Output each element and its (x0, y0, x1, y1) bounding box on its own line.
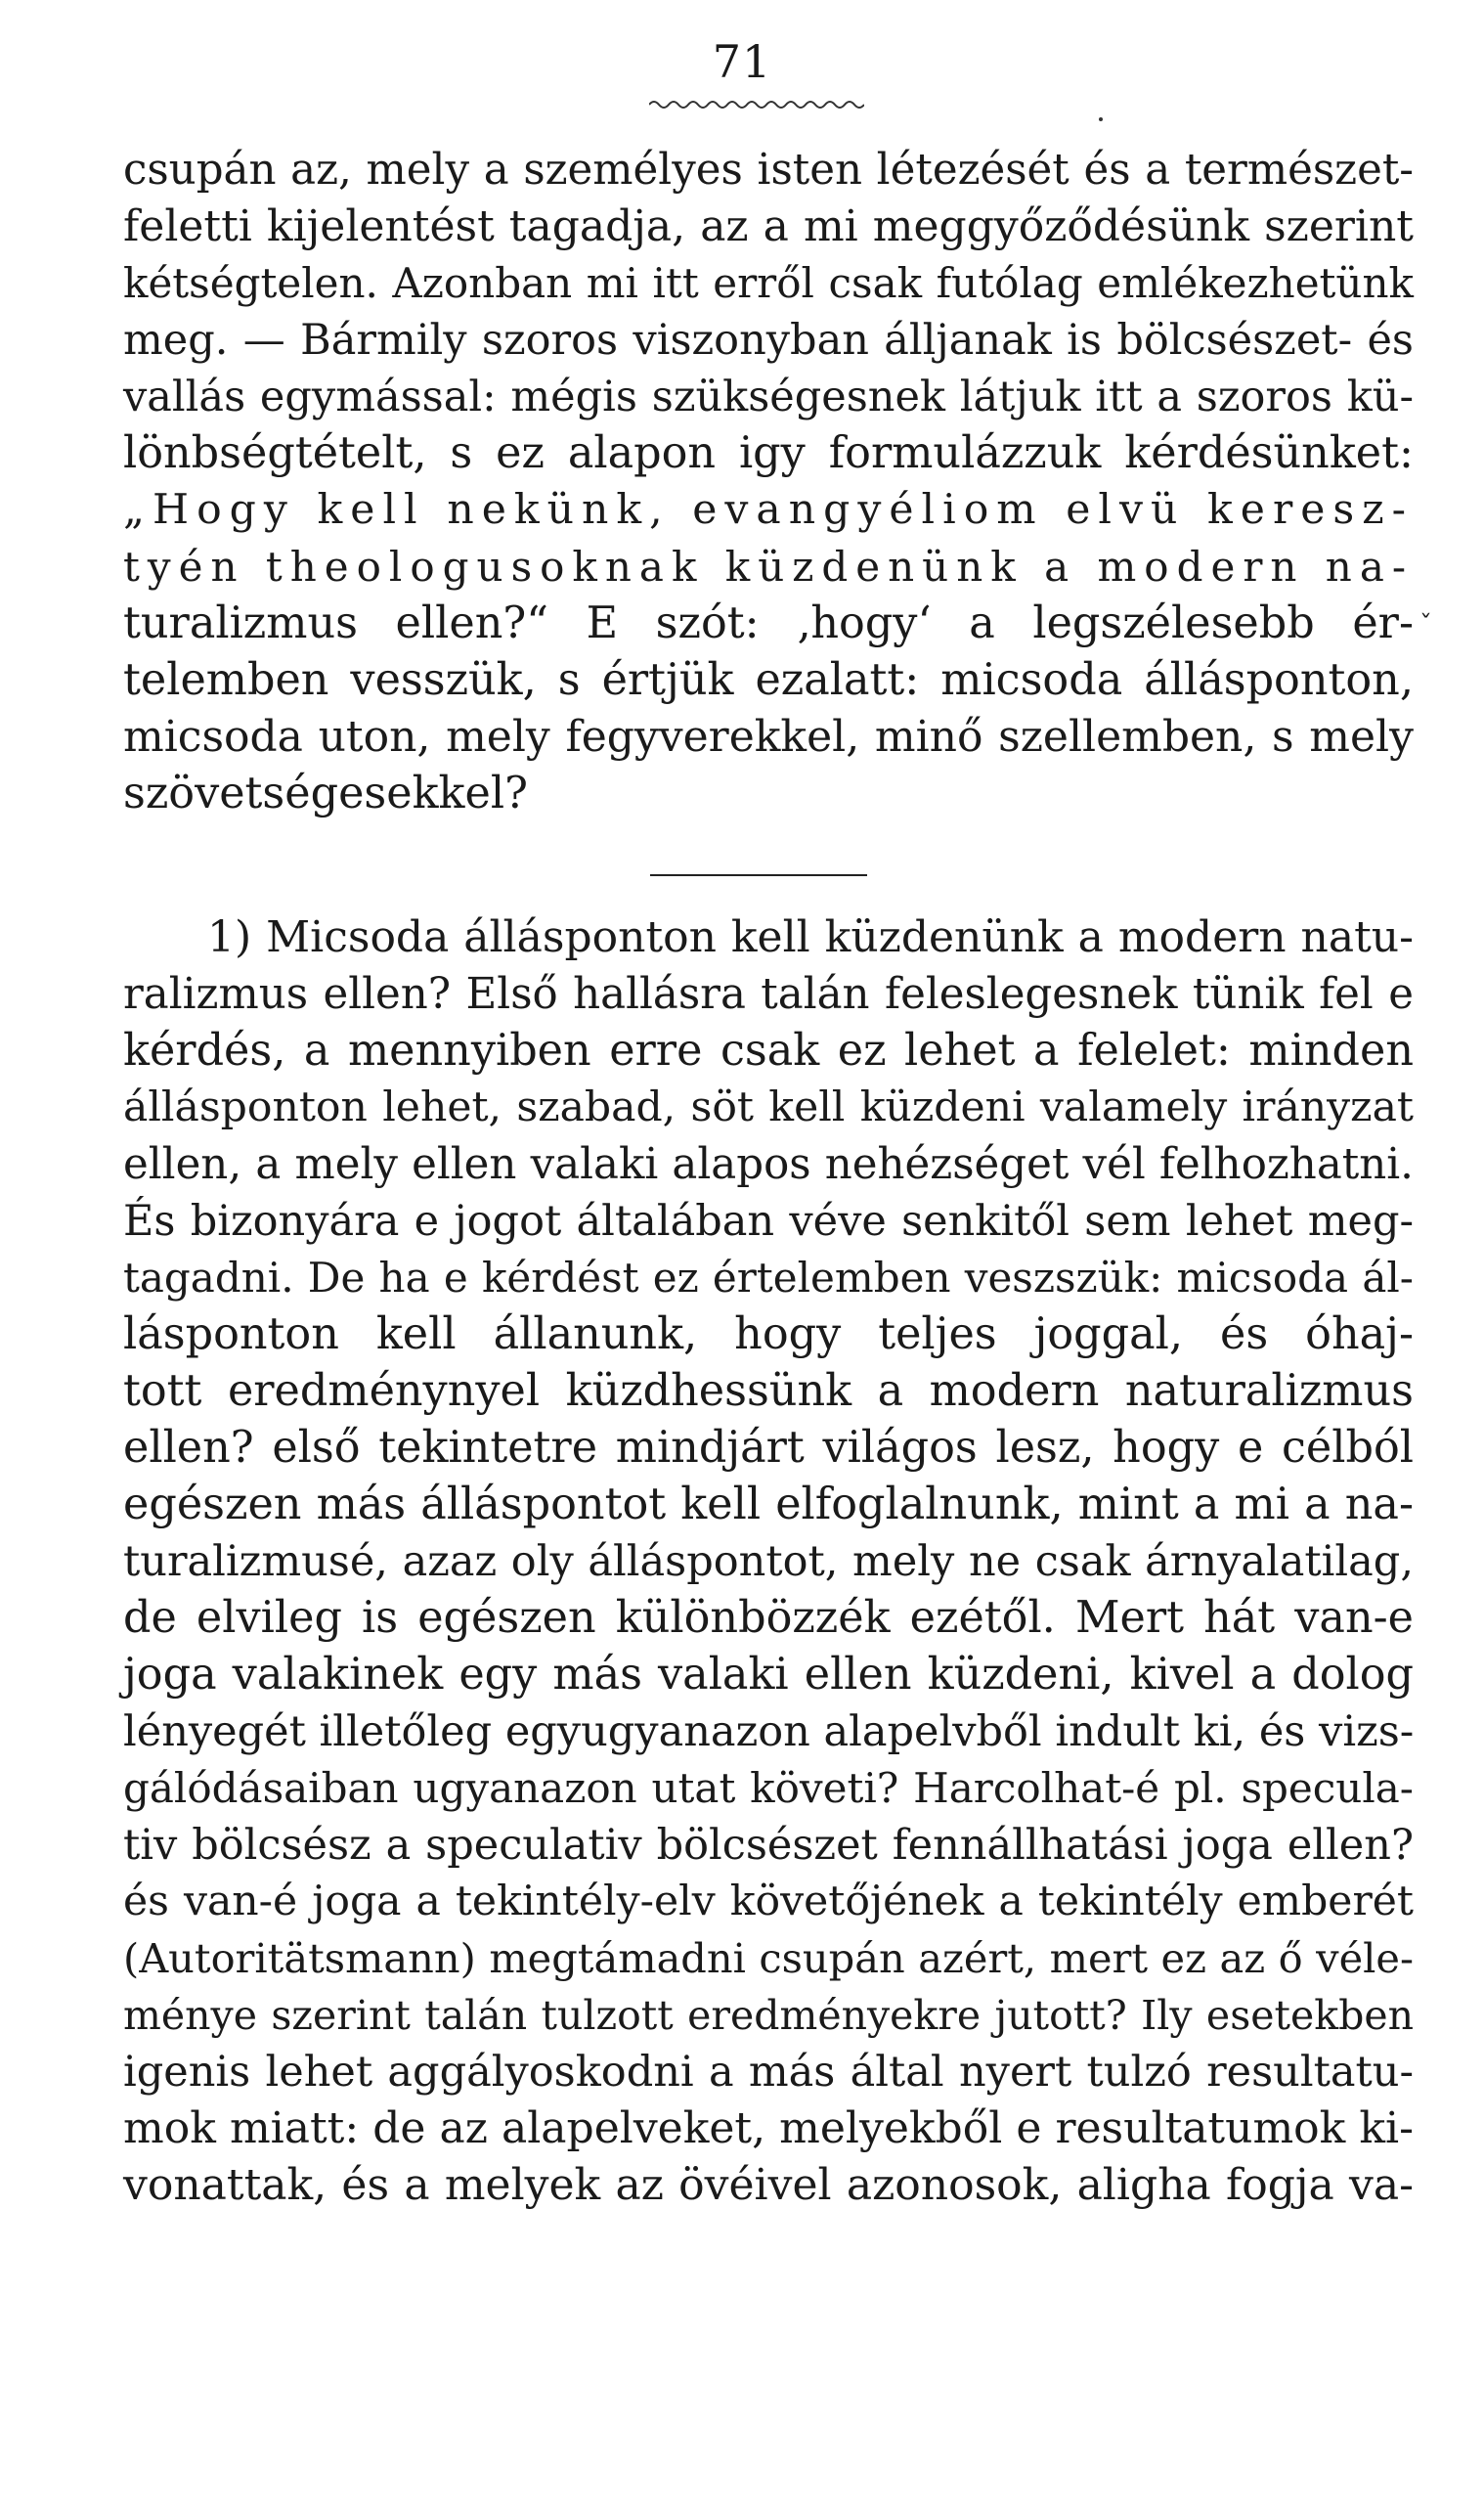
text-line: (Autoritätsmann) megtámadni csupán azért, mert ez az ő véle- (123, 1934, 1414, 1982)
text-line: micsoda uton, mely fegyverekkel, minő szellemben, s mely (123, 712, 1414, 762)
page-number: 71 (712, 35, 772, 88)
text-line: gálódásaiban ugyanazon utat követi? Harcolhat-é pl. specula- (123, 1764, 1414, 1812)
text-line-spaced: „Hogy kell nekünk, evangyéliom elvü keresz- (123, 486, 1414, 534)
text-line: feletti kijelentést tagadja, az a mi meggyőződésünk szerint (123, 201, 1414, 251)
print-mark: ˯ (1419, 589, 1432, 618)
text-line: lényegét illetőleg egyugyanazon alapelvből indult ki, és vizs- (123, 1707, 1415, 1756)
text-line: igenis lehet aggályoskodni a más által nyert tulzó resultatu- (123, 2048, 1414, 2097)
text-line: lásponton kell állanunk, hogy teljes joggal, és óhaj- (123, 1309, 1414, 1359)
text-line: egészen más álláspontot kell elfoglalnunk, mint a mi a na- (123, 1480, 1414, 1529)
text-line: de elvileg is egészen különbözzék ezétől. Mert hát van-e (123, 1593, 1414, 1643)
text-line: lönbségtételt, s ez alapon igy formulázzuk kérdésünket: (123, 428, 1414, 478)
text-line: És bizonyára e jogot általában véve senkitől sem lehet meg- (123, 1197, 1414, 1246)
paragraph-1 (123, 142, 1414, 822)
text-line: tagadni. De ha e kérdést ez értelemben veszszük: micsoda ál- (123, 1254, 1414, 1302)
text-line: vonattak, és a melyek az övéivel azonosok, aligha fogja va- (123, 2160, 1414, 2210)
ornamental-wavy-rule (649, 98, 864, 111)
print-speck (1099, 117, 1103, 121)
text-line: vallás egymással: mégis szükségesnek látjuk itt a szoros kü- (123, 373, 1414, 421)
text-line: és van-é joga a tekintély-elv követőjének a tekintély emberét (123, 1878, 1414, 1925)
text-line-spaced: tyén theologusoknak küzdenünk a modern na- (123, 543, 1415, 591)
section-divider (650, 874, 867, 876)
text-line: joga valakinek egy más valaki ellen küzdeni, kivel a dolog (123, 1650, 1414, 1700)
text-line: tiv bölcsész a speculativ bölcsészet fennállhatási joga ellen? (123, 1821, 1414, 1870)
paragraph-2 (123, 909, 1414, 2214)
text-line: csupán az, mely a személyes isten létezését és a természet- (123, 146, 1414, 195)
text-line: turalizmus ellen?“ E szót: ‚hogy‘ a legszélesebb ér- (123, 598, 1414, 648)
text-line: kétségtelen. Azonban mi itt erről csak futólag emlékezhetünk (123, 259, 1414, 307)
text-line: mok miatt: de az alapelveket, melyekből e resultatumok ki- (123, 2103, 1414, 2153)
text-line: telemben vesszük, s értjük ezalatt: micsoda állásponton, (123, 655, 1414, 705)
text-line: szövetségesekkel? (123, 769, 528, 818)
text-line: meg. — Bármily szoros viszonyban álljanak is bölcsészet- és (123, 316, 1414, 365)
text-line: turalizmusé, azaz oly álláspontot, mely ne csak árnyalatilag, (123, 1537, 1414, 1586)
text-line: állásponton lehet, szabad, söt kell küzdeni valamely irányzat (123, 1083, 1414, 1131)
text-line: kérdés, a mennyiben erre csak ez lehet a felelet: minden (123, 1026, 1414, 1076)
text-line: ellen? első tekintetre mindjárt világos lesz, hogy e célból (123, 1423, 1414, 1473)
text-line: tott eredménynyel küzdhessünk a modern naturalizmus (123, 1366, 1414, 1416)
text-line: ralizmus ellen? Első hallásra talán feleslegesnek tünik fel e (123, 970, 1414, 1019)
text-line: ménye szerint talán tulzott eredményekre jutott? Ily esetekben (123, 1992, 1414, 2039)
text-line: ellen, a mely ellen valaki alapos nehézséget vél felhozhatni. (123, 1140, 1414, 1189)
text-line: 1) Micsoda állásponton kell küzdenünk a modern natu- (207, 912, 1414, 962)
